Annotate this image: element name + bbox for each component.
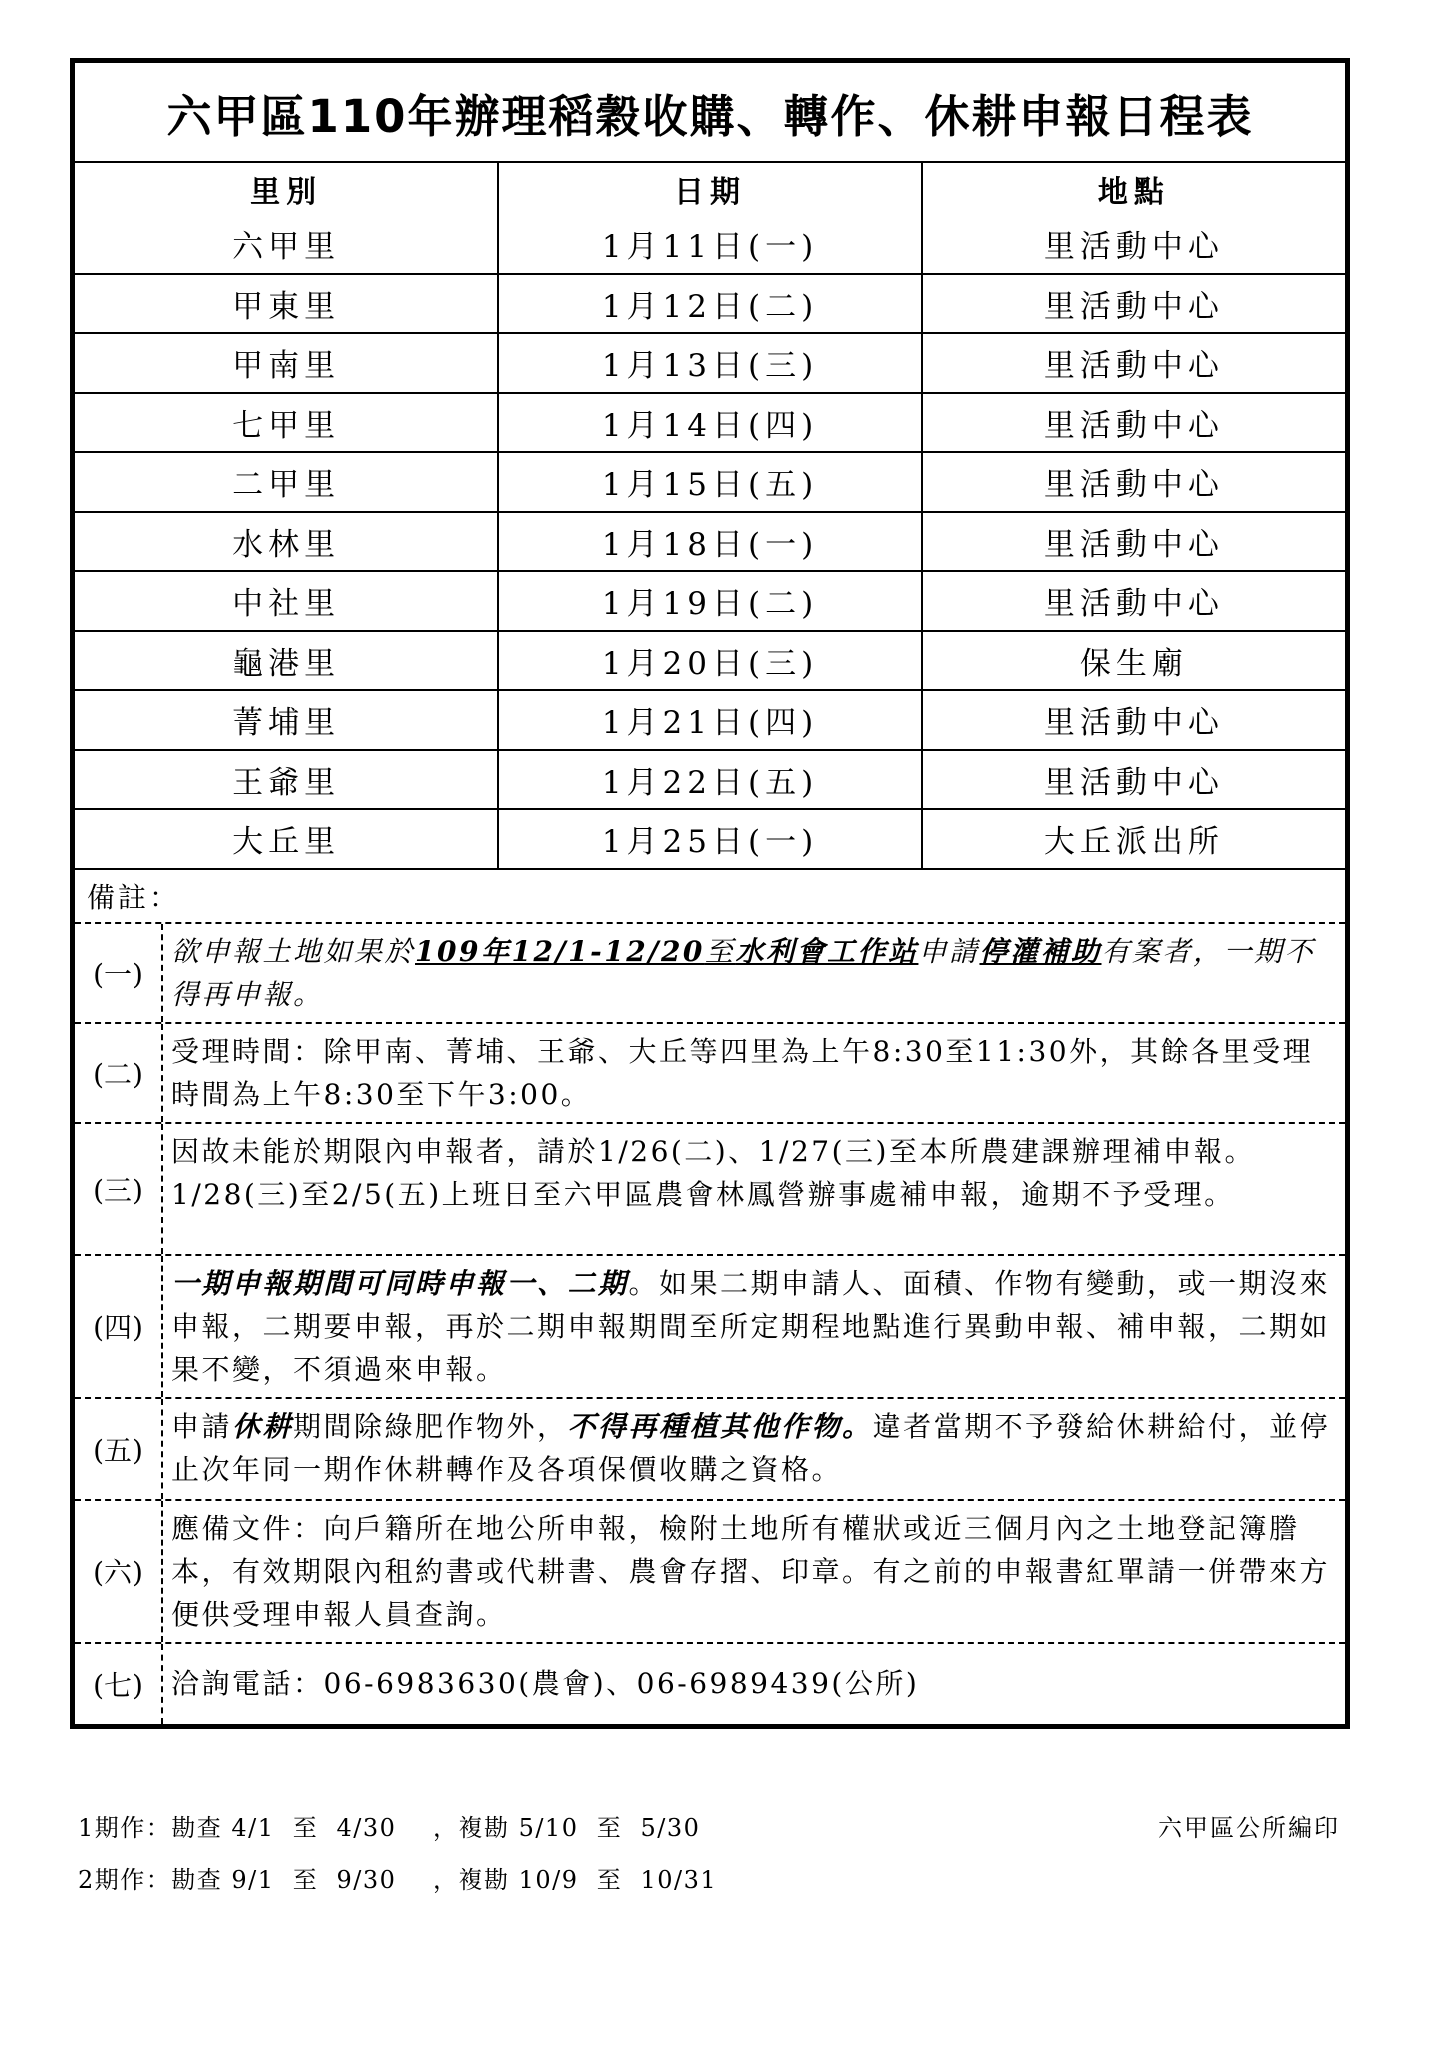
schedule-rows (75, 215, 1345, 868)
table-row (75, 393, 1345, 453)
note-text: 應備文件：向戶籍所在地公所申報，檢附土地所有權狀或近三個月內之土地登記簿謄本，有效期限內租約書或代耕書、農會存摺、印章。有之前的申報書紅單請一併帶來方便供受理申報人員查詢。 (171, 1511, 1331, 1631)
cell-village: 龜港里 (75, 631, 498, 691)
cell-date: 1月21日(四) (498, 690, 921, 750)
table-row (75, 690, 1345, 750)
note-1-subsidy: 停灌補助 (979, 934, 1102, 968)
note-1-part: 有案者，一期不得再申報。 (171, 934, 1315, 1011)
cell-village: 中社里 (75, 571, 498, 631)
note-text (163, 1256, 1345, 1397)
table-row (75, 571, 1345, 631)
cell-date: 1月14日(四) (498, 393, 921, 453)
note-number: (二) (75, 1024, 163, 1122)
cell-village: 王爺里 (75, 750, 498, 810)
cell-place: 里活動中心 (922, 215, 1345, 274)
cell-place: 里活動中心 (922, 690, 1345, 750)
cell-date: 1月12日(二) (498, 274, 921, 334)
table-row (75, 333, 1345, 393)
note-4 (75, 1254, 1345, 1397)
note-1-part: 欲申報土地如果於 (171, 934, 416, 968)
cell-village: 二甲里 (75, 452, 498, 512)
note-5-fallow: 休耕 (232, 1409, 294, 1443)
note-3 (75, 1122, 1345, 1254)
table-row (75, 274, 1345, 334)
cell-date: 1月15日(五) (498, 452, 921, 512)
note-number: (五) (75, 1399, 163, 1499)
note-number: (七) (75, 1644, 163, 1724)
schedule-table (75, 163, 1345, 868)
note-5-part: 申請 (171, 1409, 233, 1443)
cell-village: 菁埔里 (75, 690, 498, 750)
cell-date: 1月22日(五) (498, 750, 921, 810)
table-row (75, 512, 1345, 572)
note-text (163, 1399, 1345, 1499)
note-text (163, 924, 1345, 1022)
note-7 (75, 1642, 1345, 1724)
note-4-part: 。如果二期申請人、面積、作物有變動，或一期沒來申報，二期要申報，再於二期申報期間至所定期程地點進行異動申報、補申報，二期如果不變，不須過來申報。 (171, 1266, 1331, 1386)
footer-period-2: 2期作：勘查 9/1 至 9/30 ，複勘 10/9 至 10/31 (78, 1866, 718, 1894)
cell-village: 甲東里 (75, 274, 498, 334)
table-row (75, 809, 1345, 868)
cell-village: 七甲里 (75, 393, 498, 453)
note-text: 洽詢電話：06-6983630(農會)、06-6989439(公所) (171, 1667, 920, 1700)
note-4-emphasis: 一期申報期間可同時申報一、二期 (171, 1266, 629, 1300)
note-1-date-range: 109年12/1-12/20 (415, 934, 705, 968)
cell-village: 大丘里 (75, 809, 498, 868)
cell-date: 1月13日(三) (498, 333, 921, 393)
cell-date: 1月19日(二) (498, 571, 921, 631)
table-row (75, 631, 1345, 691)
note-number: (三) (75, 1124, 163, 1254)
cell-place: 里活動中心 (922, 333, 1345, 393)
note-number: (一) (75, 924, 163, 1022)
cell-village: 水林里 (75, 512, 498, 572)
note-5-emphasis: 不得再種植其他作物。 (567, 1409, 873, 1443)
schedule-document (70, 58, 1350, 1729)
notes-heading: 備註： (75, 868, 1345, 922)
table-row (75, 750, 1345, 810)
cell-place: 大丘派出所 (922, 809, 1345, 868)
table-header-row (75, 163, 1345, 215)
note-1-part: 至 (704, 934, 736, 968)
note-1-office: 水利會工作站 (735, 934, 919, 968)
note-number: (六) (75, 1501, 163, 1642)
note-number: (四) (75, 1256, 163, 1397)
table-row (75, 452, 1345, 512)
note-5-part: 違者當期不予發給休耕給付，並停止次年同一期作休耕轉作及各項保價收購之資格。 (171, 1409, 1331, 1486)
cell-place: 里活動中心 (922, 512, 1345, 572)
note-1-part: 申請 (918, 934, 980, 968)
document-title: 六甲區110年辦理稻穀收購、轉作、休耕申報日程表 (75, 63, 1345, 163)
cell-place: 里活動中心 (922, 571, 1345, 631)
table-row (75, 215, 1345, 274)
cell-place: 里活動中心 (922, 274, 1345, 334)
footer-period-1: 1期作：勘查 4/1 至 4/30 ，複勘 5/10 至 5/30 (78, 1814, 701, 1842)
cell-place: 里活動中心 (922, 750, 1345, 810)
note-text: 受理時間：除甲南、菁埔、王爺、大丘等四里為上午8:30至11:30外，其餘各里受理時間為上午8:30至下午3:00。 (171, 1034, 1314, 1111)
cell-place: 保生廟 (922, 631, 1345, 691)
note-6 (75, 1499, 1345, 1642)
cell-village: 六甲里 (232, 229, 341, 266)
cell-date: 1月20日(三) (498, 631, 921, 691)
cell-date: 1月11日(一) (498, 215, 921, 274)
footer-credit: 六甲區公所編印 (1158, 1814, 1340, 1842)
cell-place: 里活動中心 (922, 452, 1345, 512)
cell-village: 甲南里 (75, 333, 498, 393)
cell-date: 1月18日(一) (498, 512, 921, 572)
header-date: 日期 (498, 163, 921, 215)
note-2 (75, 1022, 1345, 1122)
note-5-part: 期間除綠肥作物外， (293, 1409, 568, 1443)
note-1 (75, 922, 1345, 1022)
header-village: 里別 (250, 175, 323, 210)
header-place: 地點 (922, 163, 1345, 215)
note-5 (75, 1397, 1345, 1499)
cell-date: 1月25日(一) (498, 809, 921, 868)
cell-place: 里活動中心 (922, 393, 1345, 453)
note-text: 因故未能於期限內申報者，請於1/26(二)、1/27(三)至本所農建課辦理補申報。1/28(三)至2/5(五)上班日至六甲區農會林鳳營辦事處補申報，逾期不予受理。 (171, 1134, 1255, 1211)
